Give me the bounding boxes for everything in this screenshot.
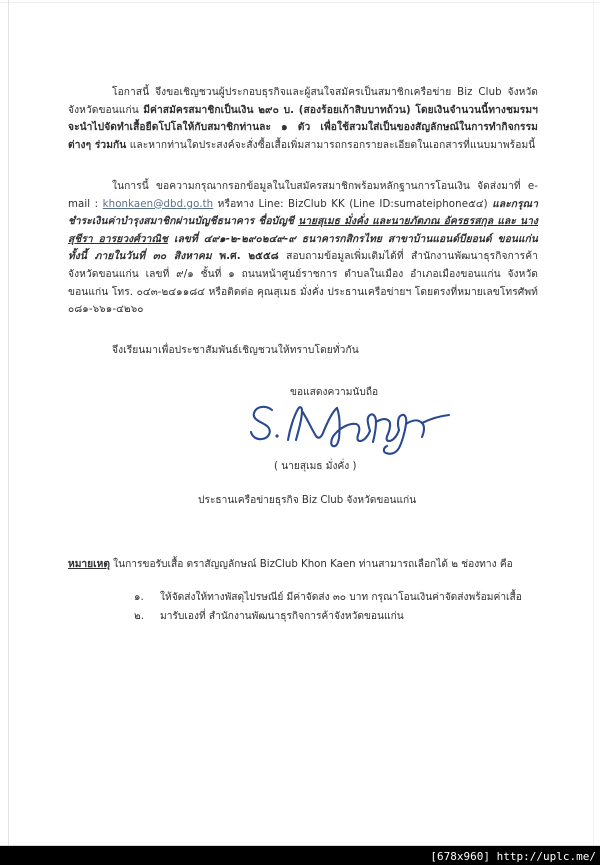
note-heading [68, 556, 538, 574]
p2-account-holders: นายสุเมธ มั่งคั่ง และนายภัตภณ อัครธรสกุล และ นางสุชีรา อารยวงศ์วาณิช [68, 216, 538, 245]
signer-title: ประธานเครือข่ายธุรกิจ Biz Club จังหวัดขอนแก่น [198, 495, 417, 506]
paragraph-closing-statement [68, 342, 538, 360]
p1-fee-text: มีค่าสมัครสมาชิกเป็นเงิน ๒๙๐ บ. (สองร้อยเก้าสิบบาทถ้วน) โดยเงินจำนวนนี้ทางชมรมฯ จะนำไปจัดทำเสื้อยืดโปโลให้กับสมาชิกท่านละ ๑ ตัว เพื่อใช้สวมใส่เป็นของสัญลักษณ์ในการทำกิจกรรมต่างๆ ร่วมกัน [68, 104, 538, 151]
list-item-number: ๑. [134, 592, 144, 603]
scan-edge-left [8, 0, 9, 846]
regards-line: ขอแสดงความนับถือ [290, 387, 379, 398]
footer-watermark-text: [678x960] http://uplc.me/ [430, 850, 596, 863]
list-item-text: ให้จัดส่งให้ทางพัสดุไปรษณีย์ มีค่าจัดส่ง ๓๐ บาท กรุณาโอนเงินค่าจัดส่งพร้อมค่าเสื้อ [160, 592, 522, 603]
note-list [134, 588, 538, 626]
p2-office-contact: สอบถามข้อมูลเพิ่มเติมได้ที่ สำนักงานพัฒนาธุรกิจการค้าจังหวัดขอนแก่น เลขที่ ๙/๑ ชั้นที่ ๑ ถนนหน้าศูนย์ราชการ ตำบลในเมือง อำเภอเมืองขอนแก่น จังหวัดขอนแก่น โทร. ๐๔๓-๒๔๑๑๘๔ หรือติดต่อ คุณสุเมธ มั่งคั่ง ประธานเครือข่ายฯ โดยตรงที่หมายเลขโทรศัพท์ ๐๘๑-๖๖๑-๔๒๖๐ [68, 251, 538, 316]
note-label: หมายเหตุ [68, 559, 110, 570]
scan-edge-top [0, 2, 600, 3]
p2-bank-lead: และกรุณาชำระเงินค่าบำรุงสมาชิกผ่านบัญชีธนาคาร ชื่อบัญชี [68, 198, 539, 228]
handwritten-signature [236, 398, 466, 456]
footer-watermark-bar [0, 846, 600, 865]
signer-name: ( นายสุเมธ มั่งคั่ง ) [274, 461, 357, 472]
list-item-number: ๒. [134, 611, 144, 622]
p2-line-contact: หรือทาง Line: BizClub KK (Line ID:sumateiphone๕๔) [213, 198, 493, 210]
email-link[interactable]: khonkaen@dbd.go.th [102, 198, 214, 210]
note-block [68, 556, 538, 622]
scan-edge-right [593, 0, 594, 846]
p1-tail-text: และหากท่านใดประสงค์จะสั่งซื้อเสื้อเพิ่มสามารถกรอกรายละเอียดในเอกสารที่แนบมาพร้อมนี้ [126, 139, 536, 151]
paragraph-invitation [68, 84, 538, 154]
list-item-text: มารับเองที่ สำนักงานพัฒนาธุรกิจการค้าจังหวัดขอนแก่น [160, 611, 404, 622]
p1-lead-text: โอกาสนี้ จึงขอเชิญชวนผู้ประกอบธุรกิจและผู้สนใจสมัครเป็นสมาชิกเครือข่าย Biz Club จังหวัดจังหวัดขอนแก่น [68, 87, 538, 116]
p3-text: จึงเรียนมาเพื่อประชาสัมพันธ์เชิญชวนให้ทราบโดยทั่วกัน [112, 345, 359, 356]
note-heading-text: ในการขอรับเสื้อ ตราสัญญลักษณ์ BizClub Khon Kaen ท่านสามารถเลือกได้ ๒ ช่องทาง คือ [109, 559, 513, 570]
p2-lead-text: ในการนี้ ขอความกรุณากรอกข้อมูลในใบสมัครสมาชิกพร้อมหลักฐานการโอนเงิน จัดส่งมาที่ e-mail : [68, 181, 538, 210]
paragraph-payment-details [68, 178, 538, 319]
p2-deadline-year: พ.ศ. ๒๕๕๘ [219, 251, 279, 263]
list-item [134, 607, 538, 626]
list-item [134, 588, 538, 607]
p2-account-number: เลขที่ ๔๙๑-๒-๒๙๐๒๔๙-๙ ธนาคารกสิกรไทย สาขาบ้านแอนด์บียอนด์ ขอนแก่น ทั้งนี้ ภายในวันที่ ๓๐ สิงหาคม [68, 233, 538, 263]
